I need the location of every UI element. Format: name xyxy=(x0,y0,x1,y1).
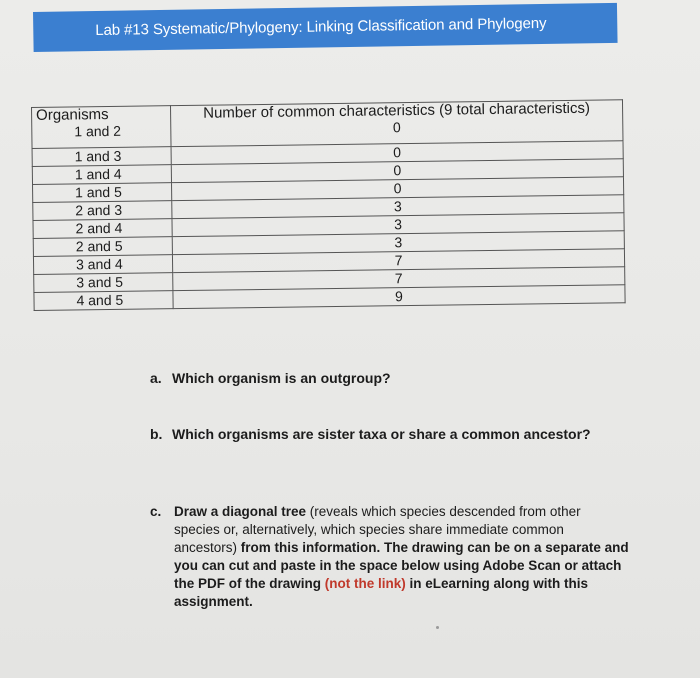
common-characteristics-header: Number of common characteristics (9 total characteristics) xyxy=(203,99,591,122)
pair-cell: 1 and 2 xyxy=(74,122,122,140)
question-c: c. Draw a diagonal tree (reveals which species descended from other species or, alternatively, which species share immediate common ancestors) from this information. The drawing can be on a separate and you can cut and paste in the space below using Adobe Scan or attach the PDF of the drawing (not the link) in eLearning along with this assignment. xyxy=(150,504,629,609)
pair-cell: 1 and 5 xyxy=(75,183,122,201)
pair-cell: 2 and 5 xyxy=(75,237,123,255)
value-cell: 0 xyxy=(171,141,623,165)
value-cell: 0 xyxy=(171,159,623,183)
title-banner xyxy=(33,3,618,52)
value-cell: 7 xyxy=(172,249,624,273)
organisms-header: Organisms xyxy=(35,105,109,124)
pair-cell: 1 and 3 xyxy=(74,147,122,165)
value-cell: 3 xyxy=(172,195,624,219)
value-cell: 3 xyxy=(172,231,624,255)
characteristics-table xyxy=(31,99,626,311)
question-b: b. Which organisms are sister taxa or share a common ancestor? xyxy=(150,426,591,442)
pair-cell: 1 and 4 xyxy=(74,165,122,183)
value-cell: 7 xyxy=(173,267,625,291)
page-title: Lab #13 Systematic/Phylogeny: Linking Classification and Phylogeny xyxy=(95,14,547,40)
pair-cell: 3 and 5 xyxy=(76,273,124,291)
value-cell: 3 xyxy=(172,213,624,237)
value-cell: 9 xyxy=(173,285,625,309)
value-cell: 0 xyxy=(392,119,401,136)
pair-cell: 2 and 4 xyxy=(75,219,123,237)
pen-mark xyxy=(436,626,439,629)
value-cell: 0 xyxy=(172,177,624,201)
pair-cell: 3 and 4 xyxy=(75,255,123,273)
pair-cell: 2 and 3 xyxy=(75,201,123,219)
pair-cell: 4 and 5 xyxy=(76,291,124,309)
question-a: a. Which organism is an outgroup? xyxy=(150,370,391,386)
